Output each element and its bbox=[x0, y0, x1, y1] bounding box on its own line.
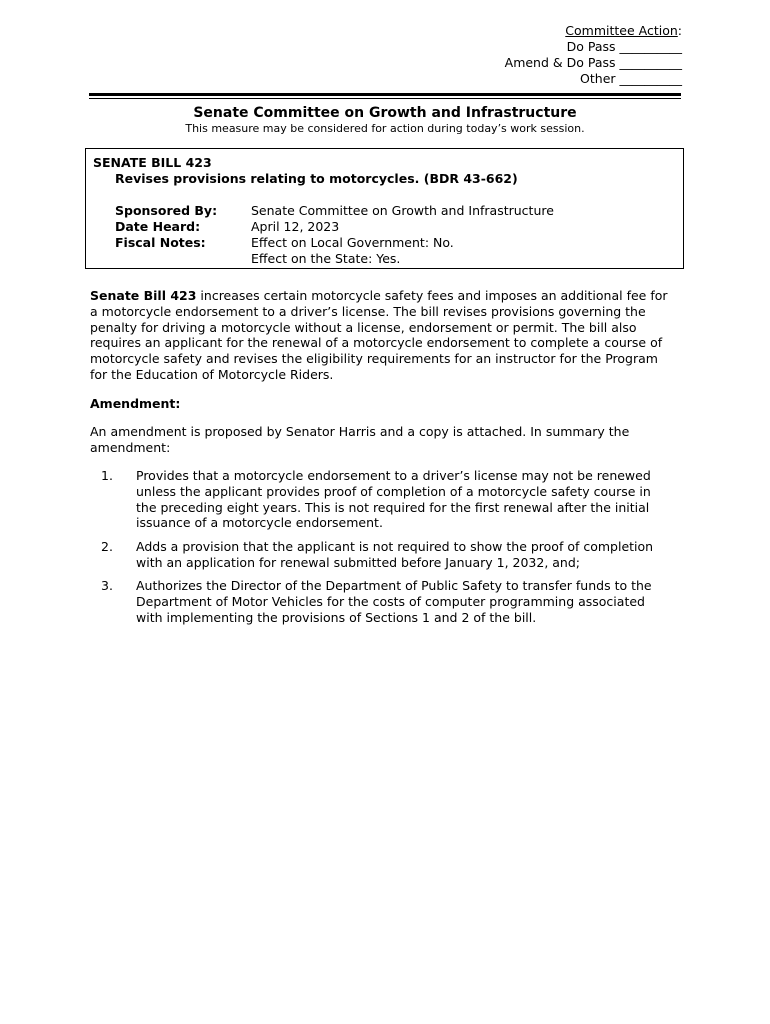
summary-text: increases certain motorcycle safety fees and imposes an additional fee for a motorcycle endorsement to a driver’s license. The bill revises provisions governing the penalty for driving a motorcycle without a license, endorsement or permit. The bill also requires an applicant for the renewal of a motorcycle endorsement to complete a course of motorcycle safety and revises the eligibility requirements for an instructor for the Program for the Education of Motorcycle Riders. bbox=[90, 288, 668, 382]
action-do-pass: Do Pass __________ bbox=[566, 39, 682, 54]
amendment-heading: Amendment: bbox=[90, 396, 181, 411]
header-rule-thin bbox=[89, 98, 681, 99]
meta-label-date: Date Heard: bbox=[115, 219, 201, 234]
summary-lead: Senate Bill 423 bbox=[90, 288, 197, 303]
committee-action-colon: : bbox=[677, 23, 682, 38]
meta-value-fiscal-state: Effect on the State: Yes. bbox=[251, 251, 401, 266]
committee-action-block bbox=[505, 23, 682, 87]
committee-action-title bbox=[505, 23, 682, 39]
committee-note: This measure may be considered for action during today’s work session. bbox=[185, 122, 585, 135]
amendment-item-number: 2. bbox=[101, 539, 113, 554]
amendment-item-text: Authorizes the Director of the Department of Public Safety to transfer funds to the Department of Motor Vehicles for the costs of computer programming associated with implementing the provisions of Sections 1 and 2 of the bill. bbox=[136, 578, 652, 625]
action-other: Other __________ bbox=[580, 71, 682, 86]
meta-value-date: April 12, 2023 bbox=[251, 219, 340, 234]
committee-title: Senate Committee on Growth and Infrastructure bbox=[193, 105, 577, 121]
bill-number: SENATE BILL 423 bbox=[93, 155, 212, 170]
meta-value-sponsor: Senate Committee on Growth and Infrastructure bbox=[251, 203, 554, 218]
amendment-item-number: 3. bbox=[101, 578, 113, 593]
amendment-item-text: Provides that a motorcycle endorsement to a driver’s license may not be renewed unless the applicant provides proof of completion of a motorcycle safety course in the preceding eight years. This is not required for the first renewal after the initial issuance of a motorcycle endorsement. bbox=[136, 468, 651, 531]
header-rule-thick bbox=[89, 93, 681, 96]
amendment-intro: An amendment is proposed by Senator Harris and a copy is attached. In summary the amendment: bbox=[90, 424, 630, 455]
committee-action-label: Committee Action bbox=[565, 23, 678, 38]
bill-summary bbox=[90, 288, 675, 383]
bill-description: Revises provisions relating to motorcycles. (BDR 43-662) bbox=[115, 171, 518, 186]
amendment-item-number: 1. bbox=[101, 468, 113, 483]
action-amend-do-pass: Amend & Do Pass __________ bbox=[504, 55, 682, 70]
meta-label-fiscal: Fiscal Notes: bbox=[115, 235, 206, 250]
meta-label-sponsor: Sponsored By: bbox=[115, 203, 218, 218]
meta-value-fiscal-local: Effect on Local Government: No. bbox=[251, 235, 454, 250]
amendment-item-text: Adds a provision that the applicant is not required to show the proof of completion with an application for renewal submitted before January 1, 2032, and; bbox=[136, 539, 654, 570]
bill-info-box bbox=[85, 148, 684, 269]
